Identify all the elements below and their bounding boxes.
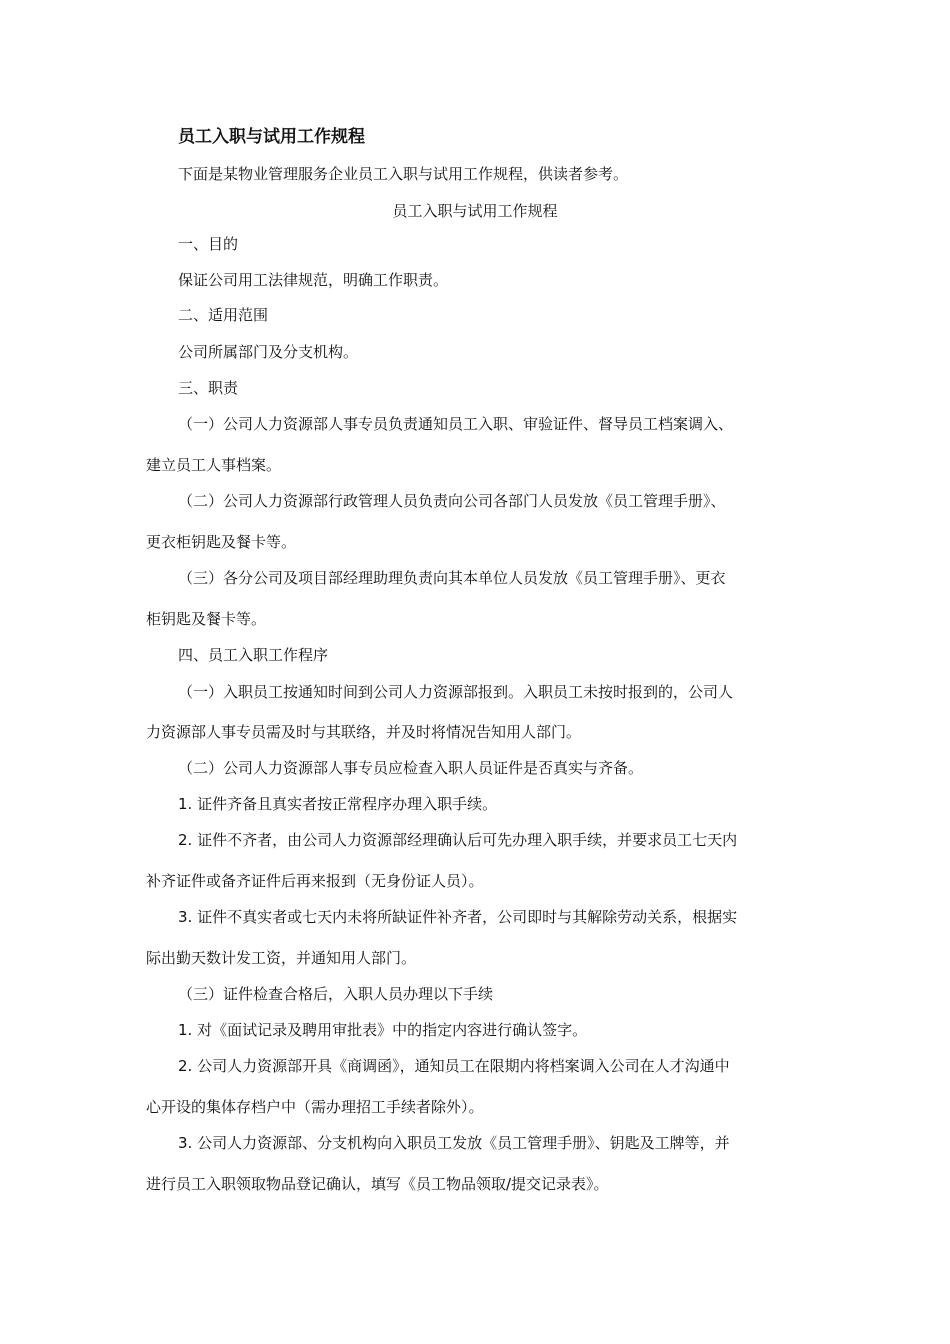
paragraph-line: 进行员工入职领取物品登记确认，填写《员工物品领取/提交记录表》。 (146, 1175, 609, 1193)
intro-paragraph: 下面是某物业管理服务企业员工入职与试用工作规程，供读者参考。 (178, 165, 629, 183)
document-title: 员工入职与试用工作规程 (178, 127, 365, 147)
paragraph-line: 建立员工人事档案。 (146, 456, 282, 474)
list-item: 3. 公司人力资源部、分支机构向入职员工发放《员工管理手册》、钥匙及工牌等，并 (178, 1134, 730, 1152)
list-item: 2. 证件不齐者，由公司人力资源部经理确认后可先办理入职手续，并要求员工七天内 (178, 831, 738, 849)
heading-purpose: 一、目的 (178, 235, 239, 253)
paragraph-line: （一）公司人力资源部人事专员负责通知员工入职、审验证件、督导员工档案调入、 (178, 415, 734, 433)
paragraph-line: 保证公司用工法律规范，明确工作职责。 (178, 271, 449, 289)
paragraph-line: 补齐证件或备齐证件后再来报到（无身份证人员）。 (146, 872, 484, 890)
paragraph-line: （一）入职员工按通知时间到公司人力资源部报到。入职员工未按时报到的，公司人 (178, 683, 734, 701)
paragraph-line: （三）各分公司及项目部经理助理负责向其本单位人员发放《员工管理手册》、更衣 (178, 569, 726, 587)
paragraph-line: （二）公司人力资源部人事专员应检查入职人员证件是否真实与齐备。 (178, 759, 644, 777)
heading-scope: 二、适用范围 (178, 306, 269, 324)
paragraph-line: 际出勤天数计发工资，并通知用人部门。 (146, 949, 417, 967)
list-item: 2. 公司人力资源部开具《商调函》，通知员工在限期内将档案调入公司在人才沟通中 (178, 1057, 730, 1075)
paragraph-line: （二）公司人力资源部行政管理人员负责向公司各部门人员发放《员工管理手册》、 (178, 492, 726, 510)
paragraph-line: 更衣柜钥匙及餐卡等。 (146, 533, 297, 551)
paragraph-line: 柜钥匙及餐卡等。 (146, 610, 267, 628)
list-item: 1. 证件齐备且真实者按正常程序办理入职手续。 (178, 795, 498, 813)
heading-onboarding-procedure: 四、员工入职工作程序 (178, 646, 329, 664)
list-item: 3. 证件不真实者或七天内未将所缺证件补齐者，公司即时与其解除劳动关系，根据实 (178, 908, 738, 926)
paragraph-line: 公司所属部门及分支机构。 (178, 343, 359, 361)
list-item: 1. 对《面试记录及聘用审批表》中的指定内容进行确认签字。 (178, 1021, 588, 1039)
heading-duties: 三、职责 (178, 379, 239, 397)
paragraph-line: 力资源部人事专员需及时与其联络，并及时将情况告知用人部门。 (146, 723, 582, 741)
section-center-title: 员工入职与试用工作规程 (392, 202, 558, 220)
paragraph-line: （三）证件检查合格后，入职人员办理以下手续 (178, 985, 494, 1003)
paragraph-line: 心开设的集体存档户中（需办理招工手续者除外）。 (146, 1098, 484, 1116)
